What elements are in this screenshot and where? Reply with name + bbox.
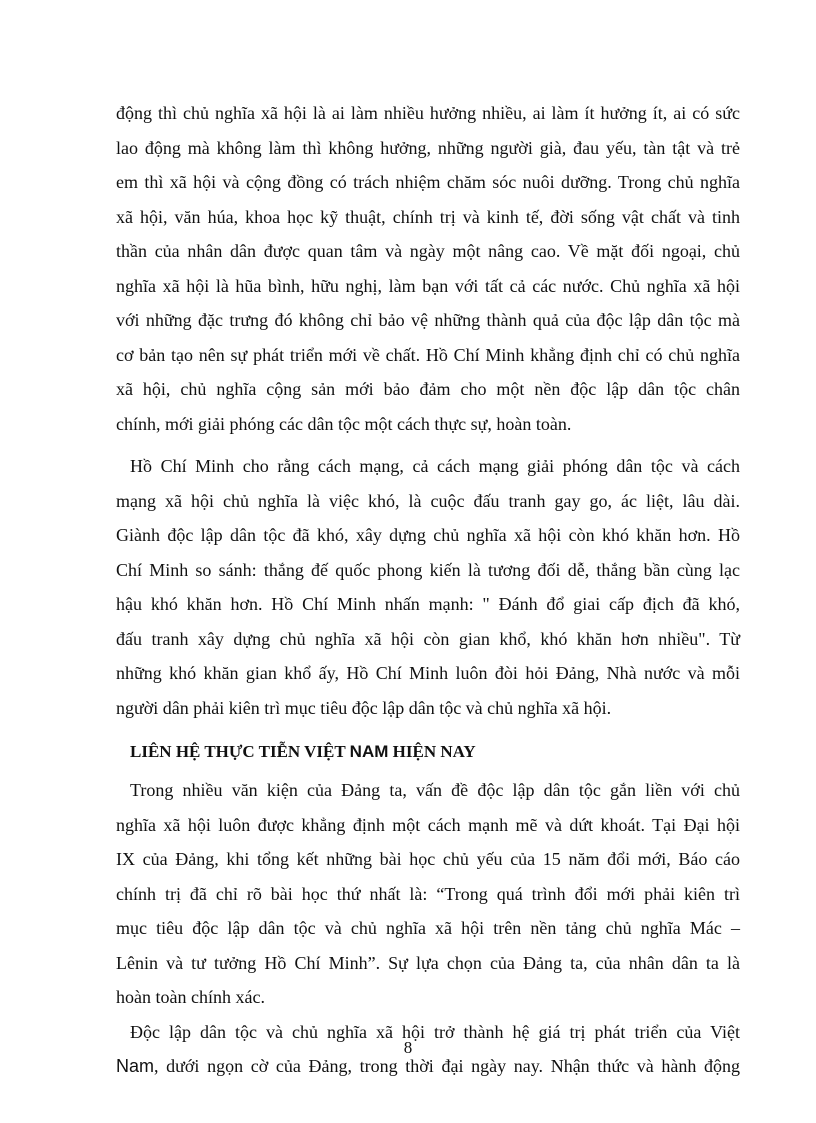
text-line: lao động mà không làm thì không hưởng, những người già, đau yếu, tàn tật và trẻ xyxy=(116,137,740,158)
text-line: người dân phải kiên trì mục tiêu độc lập dân tộc và chủ nghĩa xã hội. xyxy=(116,697,612,718)
text-line: Hồ Chí Minh cho rằng cách mạng, cả cách mạng giải phóng dân tộc và cách xyxy=(130,456,740,476)
text-line: đấu tranh xây dựng chủ nghĩa xã hội còn gian khổ, khó khăn hơn nhiều". Từ xyxy=(116,628,740,649)
text-fragment: Nam xyxy=(116,1056,155,1076)
paragraph-spacer xyxy=(116,441,740,449)
text-line: Lênin và tư tưởng Hồ Chí Minh”. Sự lựa chọn của Đảng ta, của nhân dân ta là xyxy=(116,952,740,973)
text-line: Độc lập dân tộc và chủ nghĩa xã hội trở thành hệ giá trị phát triển của Việt xyxy=(130,1021,740,1042)
paragraph-2 xyxy=(116,449,740,725)
page-number: 8 xyxy=(403,1038,413,1057)
text-line: chính trị đã chỉ rõ bài học thứ nhất là: “Trong quá trình đổi mới phải kiên trì xyxy=(116,883,740,904)
text-line: với những đặc trưng đó không chỉ bảo vệ những thành quả của độc lập dân tộc mà xyxy=(116,310,740,330)
text-line: nghĩa xã hội là hũa bình, hữu nghị, làm bạn với tất cả các nước. Chủ nghĩa xã hội xyxy=(116,275,740,296)
document-body xyxy=(116,96,740,1084)
text-line: động thì chủ nghĩa xã hội là ai làm nhiều hưởng nhiều, ai làm ít hưởng ít, ai có sức xyxy=(116,103,740,123)
section-heading xyxy=(116,735,740,769)
paragraph-1 xyxy=(116,96,740,441)
text-line: Giành độc lập dân tộc đã khó, xây dựng chủ nghĩa xã hội còn khó khăn hơn. Hồ xyxy=(116,525,740,545)
text-line: Chí Minh so sánh: thắng đế quốc phong kiến là tương đối dễ, thắng bần cùng lạc xyxy=(116,559,740,580)
text-line: mạng xã hội chủ nghĩa là việc khó, là cuộc đấu tranh gay go, ác liệt, lâu dài. xyxy=(116,490,740,511)
paragraph-3 xyxy=(116,773,740,1015)
text-line: thần của nhân dân được quan tâm và ngày một nâng cao. Về mặt đối ngoại, chủ xyxy=(116,241,740,261)
text-line: IX của Đảng, khi tổng kết những bài học chủ yếu của 15 năm đổi mới, Báo cáo xyxy=(116,849,740,869)
text-line: hậu khó khăn hơn. Hồ Chí Minh nhấn mạnh: " Đánh đổ giai cấp địch đã khó, xyxy=(116,594,740,614)
text-line: em thì xã hội và cộng đồng có trách nhiệm chăm sóc nuôi dưỡng. Trong chủ nghĩa xyxy=(116,172,740,192)
text-line: Trong nhiều văn kiện của Đảng ta, vấn đề độc lập dân tộc gắn liền với chủ xyxy=(130,780,740,800)
text-line: xã hội, văn húa, khoa học kỹ thuật, chính trị và kinh tế, đời sống vật chất và tinh xyxy=(116,206,740,227)
heading-text-part: HIỆN NAY xyxy=(388,742,476,761)
text-fragment: , dưới ngọn cờ của Đảng, trong thời đại ngày nay. Nhận thức và hành động xyxy=(154,1056,740,1076)
heading-text-part: LIÊN HỆ THỰC TIỄN VIỆT xyxy=(130,742,350,761)
heading-text-part: NAM xyxy=(349,742,389,761)
text-line: cơ bản tạo nên sự phát triển mới về chất. Hồ Chí Minh khẳng định chỉ có chủ nghĩa xyxy=(116,344,740,365)
text-line: những khó khăn gian khổ ấy, Hồ Chí Minh luôn đòi hỏi Đảng, Nhà nước và mỗi xyxy=(116,663,740,683)
text-line: mục tiêu độc lập dân tộc và chủ nghĩa xã hội trên nền tảng chủ nghĩa Mác – xyxy=(116,918,740,938)
text-line: xã hội, chủ nghĩa cộng sản mới bảo đảm cho một nền độc lập dân tộc chân xyxy=(116,379,740,399)
text-line: hoàn toàn chính xác. xyxy=(116,987,265,1007)
text-line: chính, mới giải phóng các dân tộc một cách thực sự, hoàn toàn. xyxy=(116,413,572,434)
text-line: nghĩa xã hội luôn được khẳng định một cách mạnh mẽ và dứt khoát. Tại Đại hội xyxy=(116,814,740,835)
